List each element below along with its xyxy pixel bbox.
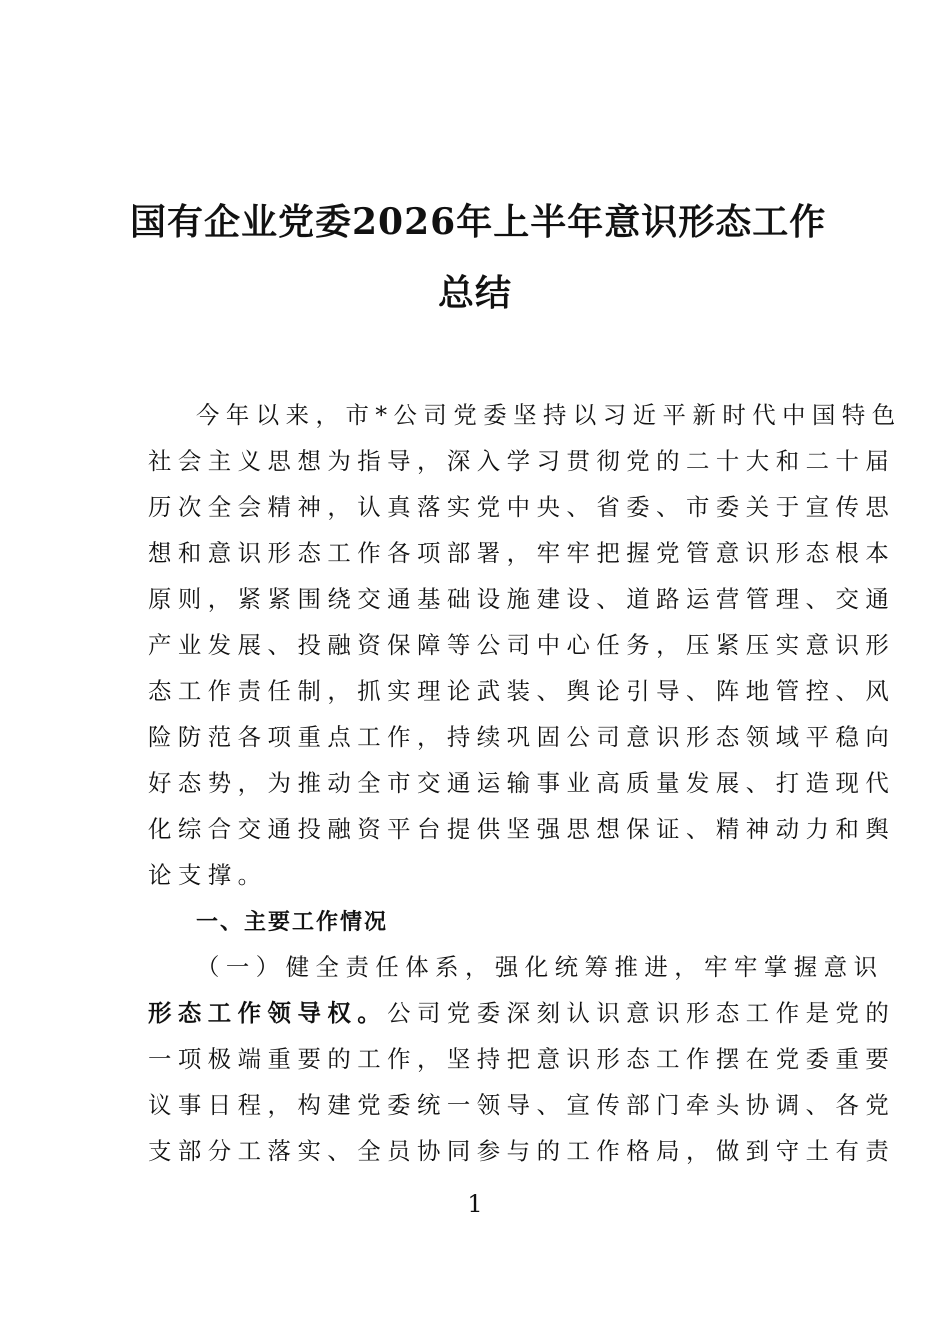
section-heading: 一、主要工作情况 (196, 910, 389, 935)
paragraph-line: 态工作责任制，抓实理论武装、舆论引导、阵地管控、风 (148, 677, 896, 705)
paragraph-line: 历次全会精神，认真落实党中央、省委、市委关于宣传思 (148, 493, 896, 521)
paragraph-line: 险防范各项重点工作，持续巩固公司意识形态领域平稳向 (148, 723, 896, 751)
paragraph-line: 产业发展、投融资保障等公司中心任务，压紧压实意识形 (148, 631, 896, 659)
document-title-line-1: 国有企业党委2026年上半年意识形态工作 (130, 201, 827, 243)
paragraph-line: 支部分工落实、全员协同参与的工作格局，做到守土有责 (148, 1137, 896, 1165)
page-number: 1 (467, 1190, 483, 1218)
paragraph-line: 社会主义思想为指导，深入学习贯彻党的二十大和二十届 (148, 447, 896, 475)
paragraph-line: 论支撑。 (148, 861, 268, 889)
paragraph-line: 今年以来，市*公司党委坚持以习近平新时代中国特色 (196, 401, 902, 429)
subsection-heading-tail: 形态工作领导权。 (148, 999, 388, 1027)
paragraph-line: 好态势，为推动全市交通运输事业高质量发展、打造现代 (148, 769, 896, 797)
subsection-heading-line: （一）健全责任体系，强化统筹推进，牢牢掌握意识 (196, 953, 884, 981)
paragraph-line-text: 公司党委深刻认识意识形态工作是党的 (387, 999, 896, 1027)
paragraph-line: 议事日程，构建党委统一领导、宣传部门牵头协调、各党 (148, 1091, 896, 1119)
paragraph-line: 化综合交通投融资平台提供坚强思想保证、精神动力和舆 (148, 815, 896, 843)
paragraph-line: 想和意识形态工作各项部署，牢牢把握党管意识形态根本 (148, 539, 896, 567)
paragraph-line: 一项极端重要的工作，坚持把意识形态工作摆在党委重要 (148, 1045, 896, 1073)
document-title-line-2: 总结 (437, 272, 512, 314)
paragraph-line: 原则，紧紧围绕交通基础设施建设、道路运营管理、交通 (148, 585, 896, 613)
paragraph-line (148, 998, 895, 1028)
